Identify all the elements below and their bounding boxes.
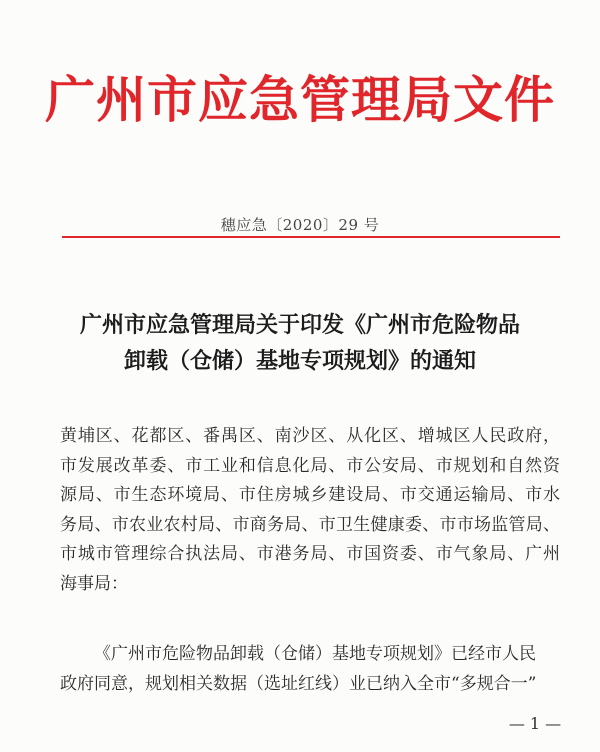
body-paragraph [60, 639, 560, 699]
document-header-title: 广州市应急管理局文件 [45, 71, 555, 129]
recipients-line: 务局、市农业农村局、市商务局、市卫生健康委、市市场监管局、 [60, 514, 560, 535]
recipients-block [60, 422, 560, 599]
body-line: 《广州市危险物品卸载（仓储）基地专项规划》已经市人民 [94, 644, 536, 664]
notice-title-line: 广州市应急管理局关于印发《广州市危险物品 [79, 312, 520, 338]
body-line: 政府同意，规划相关数据（选址红线）业已纳入全市“多规合一” [60, 674, 537, 694]
recipients-line: 源局、市生态环境局、市住房城乡建设局、市交通运输局、市水 [60, 485, 560, 505]
notice-title [40, 307, 560, 379]
notice-title-line: 卸载（仓储）基地专项规划》的通知 [123, 348, 476, 374]
page-number: — 1 — [508, 714, 562, 733]
recipients-line: 市城市管理综合执法局、市港务局、市国资委、市气象局、广州 [60, 544, 560, 564]
recipients-line: 市发展改革委、市工业和信息化局、市公安局、市规划和自然资 [60, 455, 560, 476]
header-divider [62, 236, 560, 238]
document-number: 穗应急〔2020〕29 号 [220, 216, 380, 234]
recipients-line: 海事局： [60, 573, 128, 594]
recipients-line: 黄埔区、花都区、番禺区、南沙区、从化区、增城区人民政府， [60, 426, 560, 446]
